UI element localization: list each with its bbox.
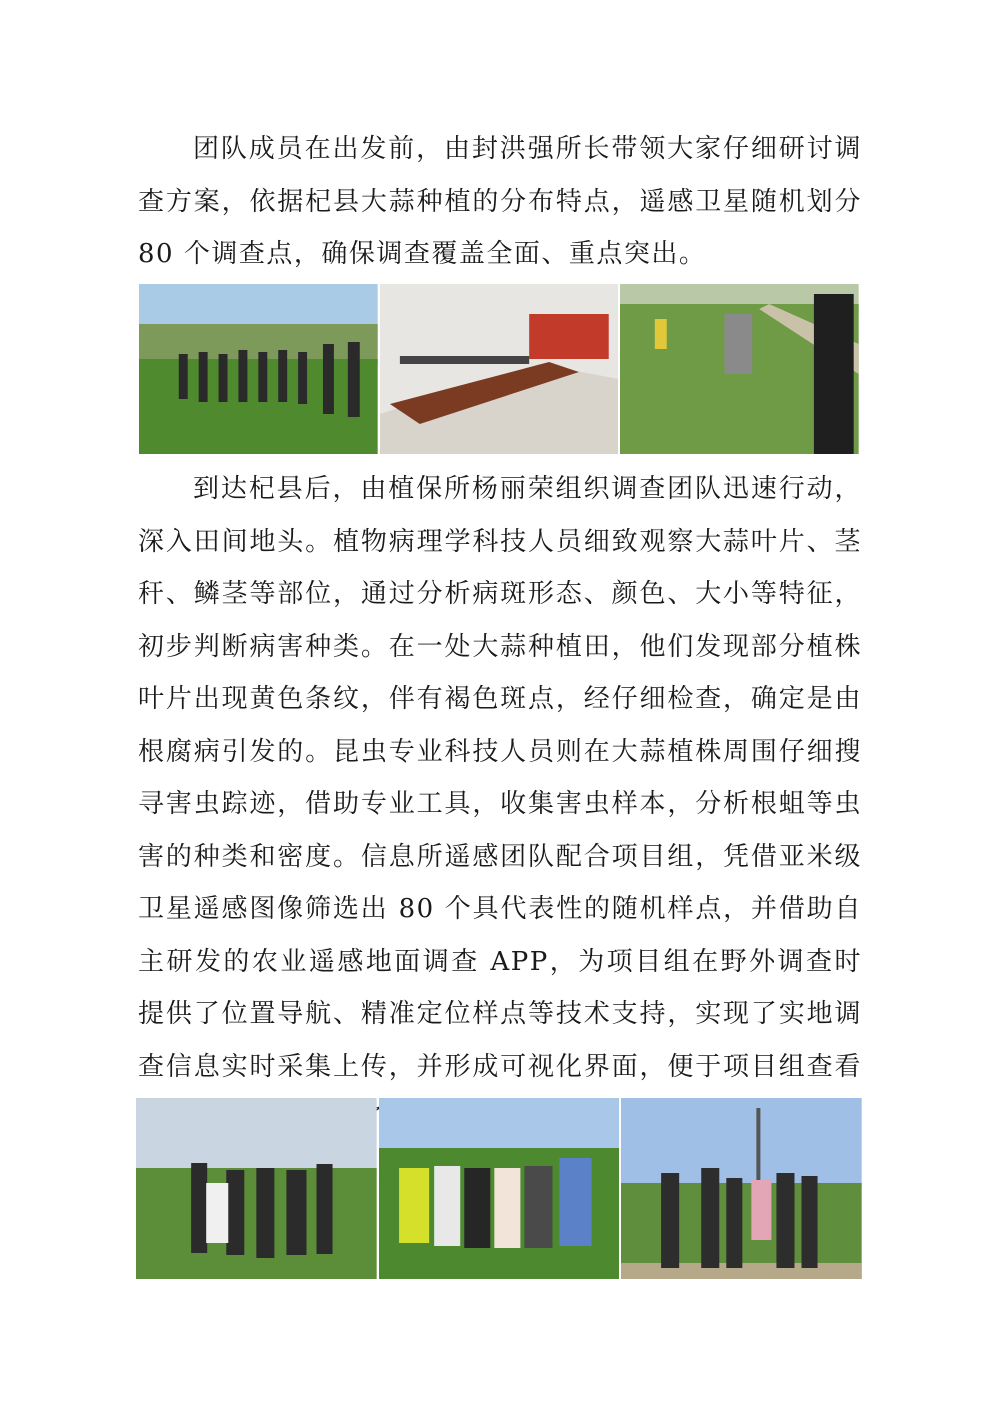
photo-group-field-2 [379,1098,620,1279]
photo-row-top [139,284,859,454]
photo-field-inspection [620,284,859,454]
photo-group-field-3 [621,1098,862,1279]
paragraph-planning: 团队成员在出发前，由封洪强所长带领大家仔细研讨调查方案，依据杞县大蒜种植的分布特点，遥感卫星随机划分 80 个调查点，确保调查覆盖全面、重点突出。 [138,134,862,269]
photo-team-in-field [139,284,378,454]
photo-row-bottom [136,1098,862,1279]
photo-group-field-1 [136,1098,377,1279]
paragraph-field-survey: 到达杞县后，由植保所杨丽荣组织调查团队迅速行动，深入田间地头。植物病理学科技人员细致观察大蒜叶片、茎秆、鳞茎等部位，通过分析病斑形态、颜色、大小等特征，初步判断病害种类。在一处大蒜种植田，他们发现部分植株叶片出现黄色条纹，伴有褐色斑点，经仔细检查，确定是由根腐病引发的。昆虫专业科技人员则在大蒜植株周围仔细搜寻害虫踪迹，借助专业工具，收集害虫样本，分析根蛆等虫害的种类和密度。信息所遥感团队配合项目组，凭借亚米级卫星遥感图像筛选出 80 个具代表性的随机样点，并借助自主研发的农业遥感地面调查 APP，为项目组在野外调查时提供了位置导航、精准定位样点等技术支持，实现了实地调查信息实时采集上传，并形成可视化界面，便于项目组查看 [138,474,862,1082]
photo-meeting-room [380,284,619,454]
